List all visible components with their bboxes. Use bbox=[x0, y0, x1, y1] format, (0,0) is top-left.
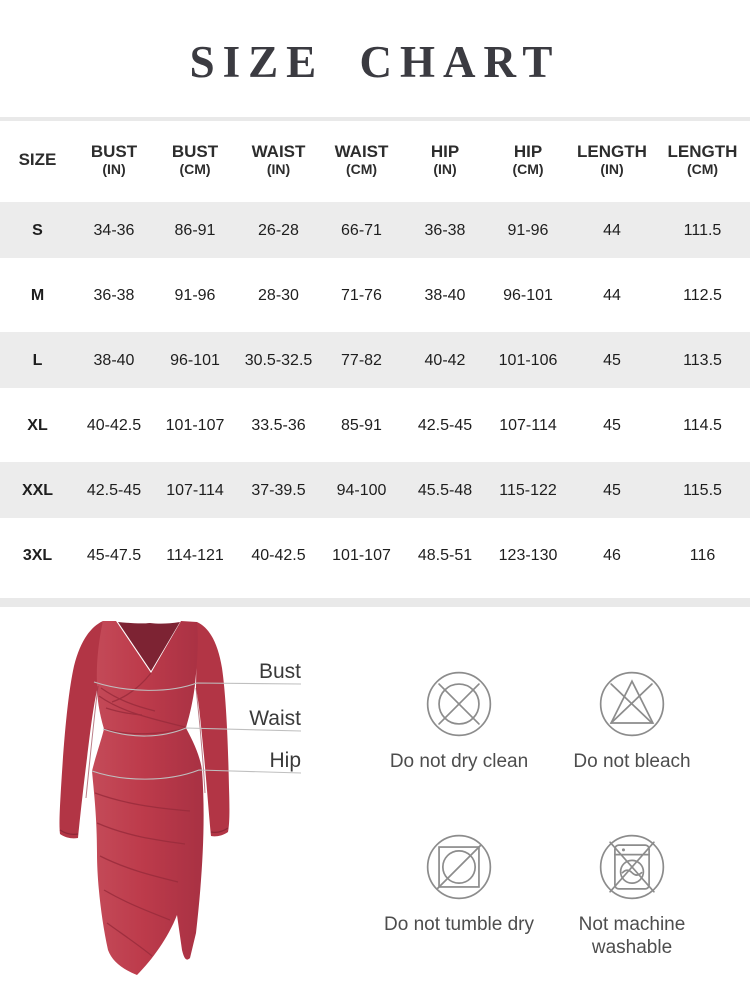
cell-value: 46 bbox=[603, 546, 621, 564]
cell-value: 33.5-36 bbox=[251, 416, 306, 434]
care-item-do-not-dry-clean bbox=[369, 666, 549, 773]
cell-value: 26-28 bbox=[237, 198, 320, 263]
cell-value: 86-91 bbox=[153, 198, 237, 263]
cell-value: 66-71 bbox=[320, 198, 403, 263]
cell-value: 94-100 bbox=[320, 458, 403, 523]
page-title: SIZE CHART bbox=[189, 37, 561, 87]
cell-value: 107-114 bbox=[499, 416, 557, 434]
cell-value: 45-47.5 bbox=[86, 546, 142, 564]
do-not-tumble-dry-icon bbox=[421, 829, 497, 905]
cell-value: 107-114 bbox=[153, 458, 237, 523]
table-row-3xl bbox=[0, 523, 750, 588]
cell-value: 77-82 bbox=[320, 328, 403, 393]
column-header-bust-cm: BUST (CM) bbox=[171, 142, 219, 177]
cell-value: 111.5 bbox=[655, 198, 750, 263]
column-header-waist-cm: WAIST (CM) bbox=[334, 142, 389, 177]
cell-value: 91-96 bbox=[487, 198, 569, 263]
not-machine-washable-icon bbox=[594, 829, 670, 905]
cell-value: 38-40 bbox=[75, 328, 153, 393]
cell-value: 38-40 bbox=[424, 286, 466, 304]
cell-value: 42.5-45 bbox=[417, 416, 473, 434]
table-row-xl bbox=[0, 393, 750, 458]
column-header-length-in: LENGTH (IN) bbox=[577, 142, 647, 177]
cell-value: 115.5 bbox=[655, 458, 750, 523]
do-not-dry-clean-icon bbox=[421, 666, 497, 742]
cell-value: 101-106 bbox=[487, 328, 569, 393]
column-header-size: SIZE bbox=[18, 150, 57, 169]
cell-value: 42.5-45 bbox=[75, 458, 153, 523]
cell-value: 44 bbox=[603, 286, 621, 304]
cell-value: 45 bbox=[603, 416, 621, 434]
table-row-m bbox=[0, 263, 750, 328]
cell-value: 40-42.5 bbox=[86, 416, 142, 434]
size-chart-table bbox=[0, 121, 750, 588]
cell-value: 28-30 bbox=[258, 286, 299, 304]
column-header-waist-in: WAIST (IN) bbox=[251, 142, 306, 177]
dress-icon bbox=[59, 621, 229, 975]
cell-value: 96-101 bbox=[503, 286, 553, 304]
care-label: Do not tumble dry bbox=[384, 914, 534, 935]
column-header-hip-in: HIP (IN) bbox=[430, 142, 460, 177]
column-header-length-cm: LENGTH (CM) bbox=[667, 142, 738, 177]
care-label: Do not dry clean bbox=[389, 751, 529, 772]
cell-value: 36-38 bbox=[403, 198, 487, 263]
cell-value: 45.5-48 bbox=[403, 458, 487, 523]
cell-value: 37-39.5 bbox=[237, 458, 320, 523]
table-row-s bbox=[0, 198, 750, 263]
table-bottom-divider bbox=[0, 598, 750, 607]
cell-value: 113.5 bbox=[655, 328, 750, 393]
care-label: Do not bleach bbox=[573, 751, 691, 772]
dress-measurement-diagram bbox=[0, 608, 375, 1000]
cell-value: 71-76 bbox=[341, 286, 382, 304]
bust-label: Bust bbox=[258, 660, 301, 683]
waist-label: Waist bbox=[249, 707, 301, 730]
cell-value: 45 bbox=[569, 328, 655, 393]
cell-value: 36-38 bbox=[93, 286, 135, 304]
cell-value: 40-42.5 bbox=[251, 546, 306, 564]
cell-value: 114-121 bbox=[166, 546, 224, 564]
cell-size: L bbox=[0, 328, 75, 393]
column-header-hip-cm: HIP (CM) bbox=[512, 142, 544, 177]
cell-value: 34-36 bbox=[75, 198, 153, 263]
cell-value: 96-101 bbox=[153, 328, 237, 393]
table-header-row bbox=[0, 121, 750, 198]
cell-value: 30.5-32.5 bbox=[237, 328, 320, 393]
cell-value: 48.5-51 bbox=[417, 546, 473, 564]
care-item-not-machine-washable bbox=[542, 829, 722, 959]
cell-size: XXL bbox=[0, 458, 75, 523]
cell-value: 116 bbox=[689, 546, 716, 564]
cell-size: XL bbox=[27, 416, 48, 434]
cell-size: 3XL bbox=[22, 546, 53, 564]
cell-value: 123-130 bbox=[498, 546, 558, 564]
table-row-l bbox=[0, 328, 750, 393]
table-row-xxl bbox=[0, 458, 750, 523]
cell-value: 91-96 bbox=[174, 286, 216, 304]
cell-size: S bbox=[0, 198, 75, 263]
cell-size: M bbox=[30, 286, 45, 304]
cell-value: 114.5 bbox=[683, 416, 722, 434]
cell-value: 112.5 bbox=[683, 286, 722, 304]
cell-value: 85-91 bbox=[341, 416, 382, 434]
column-header-bust-in: BUST (IN) bbox=[90, 142, 138, 177]
cell-value: 45 bbox=[569, 458, 655, 523]
cell-value: 115-122 bbox=[487, 458, 569, 523]
do-not-bleach-icon bbox=[594, 666, 670, 742]
cell-value: 101-107 bbox=[332, 546, 391, 564]
care-label: Not machine washable bbox=[578, 914, 686, 959]
care-item-do-not-bleach bbox=[542, 666, 722, 773]
cell-value: 101-107 bbox=[165, 416, 225, 434]
cell-value: 44 bbox=[569, 198, 655, 263]
care-item-do-not-tumble-dry bbox=[369, 829, 549, 936]
hip-label: Hip bbox=[269, 749, 301, 772]
lower-section bbox=[0, 608, 750, 1000]
cell-value: 40-42 bbox=[403, 328, 487, 393]
